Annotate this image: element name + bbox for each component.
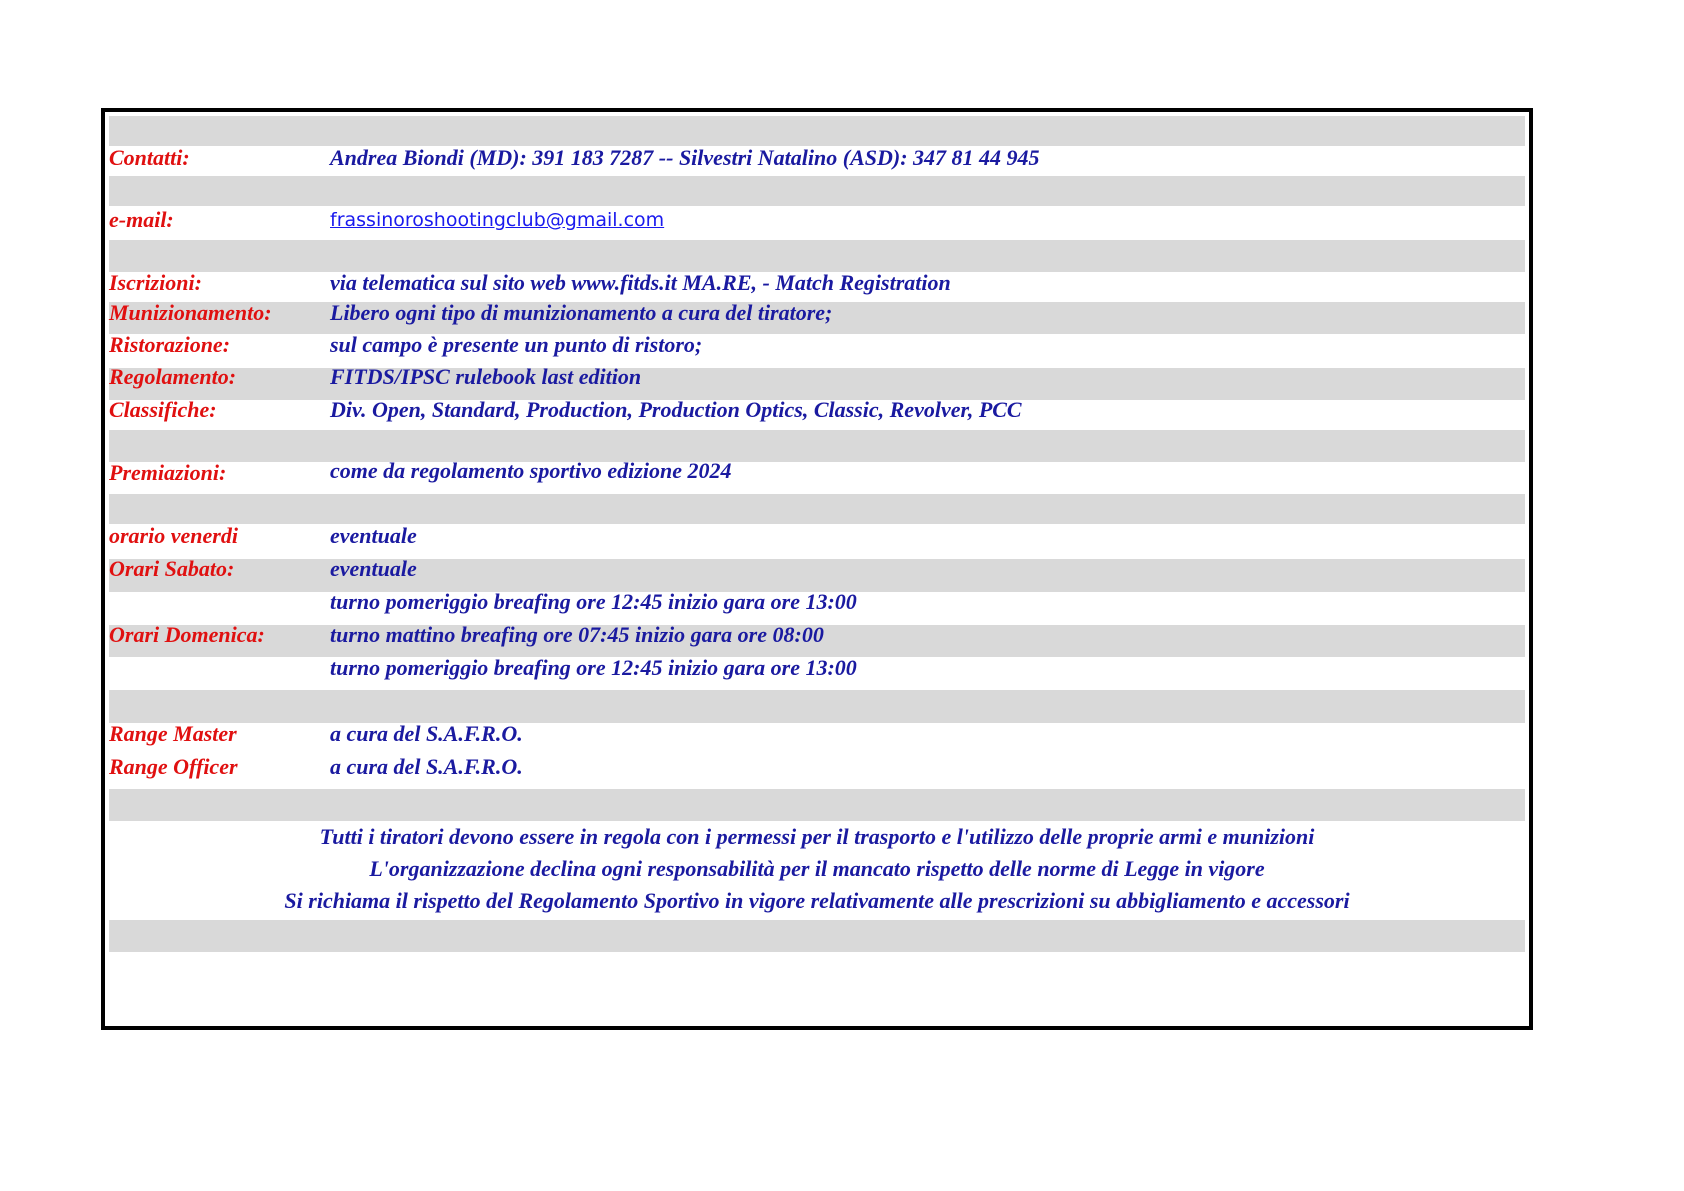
registration-label: Iscrizioni: <box>109 270 202 295</box>
row-band <box>109 116 1525 146</box>
range-master-label: Range Master <box>109 721 237 746</box>
saturday-schedule-value: eventuale <box>330 556 417 581</box>
ammunition-value: Libero ogni tipo di munizionamento a cura del tiratore; <box>330 300 833 325</box>
notes-block <box>109 821 1525 917</box>
saturday-afternoon-value: turno pomeriggio breafing ore 12:45 inizio gara ore 13:00 <box>330 589 857 614</box>
rankings-value: Div. Open, Standard, Production, Production Optics, Classic, Revolver, PCC <box>330 397 1022 422</box>
email-label: e-mail: <box>109 207 174 232</box>
catering-value: sul campo è presente un punto di ristoro; <box>330 332 703 357</box>
sunday-afternoon-value: turno pomeriggio breafing ore 12:45 inizio gara ore 13:00 <box>330 655 857 680</box>
email-link[interactable]: frassinoroshootingclub@gmail.com <box>330 209 665 231</box>
awards-label: Premiazioni: <box>109 460 227 485</box>
row-band <box>109 240 1525 272</box>
contact-value: Andrea Biondi (MD): 391 183 7287 -- Silvestri Natalino (ASD): 347 81 44 945 <box>330 145 1040 170</box>
awards-value: come da regolamento sportivo edizione 2024 <box>330 458 732 483</box>
note-line: Si richiama il rispetto del Regolamento Sportivo in vigore relativamente alle prescrizioni su abbigliamento e accessori <box>284 888 1350 913</box>
range-officer-value: a cura del S.A.F.R.O. <box>330 754 523 779</box>
sunday-schedule-value: turno mattino breafing ore 07:45 inizio gara ore 08:00 <box>330 622 824 647</box>
note-line: Tutti i tiratori devono essere in regola con i permessi per il trasporto e l'utilizzo delle proprie armi e munizioni <box>319 824 1315 849</box>
row-band <box>109 690 1525 723</box>
row-band <box>109 920 1525 952</box>
row-band <box>109 430 1525 462</box>
rankings-label: Classifiche: <box>109 397 217 422</box>
catering-label: Ristorazione: <box>109 332 231 357</box>
row-band <box>109 494 1525 524</box>
saturday-schedule-label: Orari Sabato: <box>109 556 235 581</box>
range-master-value: a cura del S.A.F.R.O. <box>330 721 523 746</box>
rules-label: Regolamento: <box>109 364 237 389</box>
contact-label: Contatti: <box>109 145 190 170</box>
row-band <box>109 789 1525 821</box>
ammunition-label: Munizionamento: <box>109 300 272 325</box>
sunday-schedule-label: Orari Domenica: <box>109 622 265 647</box>
registration-value: via telematica sul sito web www.fitds.it MA.RE, - Match Registration <box>330 270 951 295</box>
row-band <box>109 176 1525 206</box>
info-table-frame <box>101 108 1533 1030</box>
note-line: L'organizzazione declina ogni responsabilità per il mancato rispetto delle norme di Legge in vigore <box>369 856 1265 881</box>
rules-value: FITDS/IPSC rulebook last edition <box>330 364 642 389</box>
range-officer-label: Range Officer <box>109 754 238 779</box>
friday-schedule-label: orario venerdi <box>109 523 238 548</box>
friday-schedule-value: eventuale <box>330 523 417 548</box>
